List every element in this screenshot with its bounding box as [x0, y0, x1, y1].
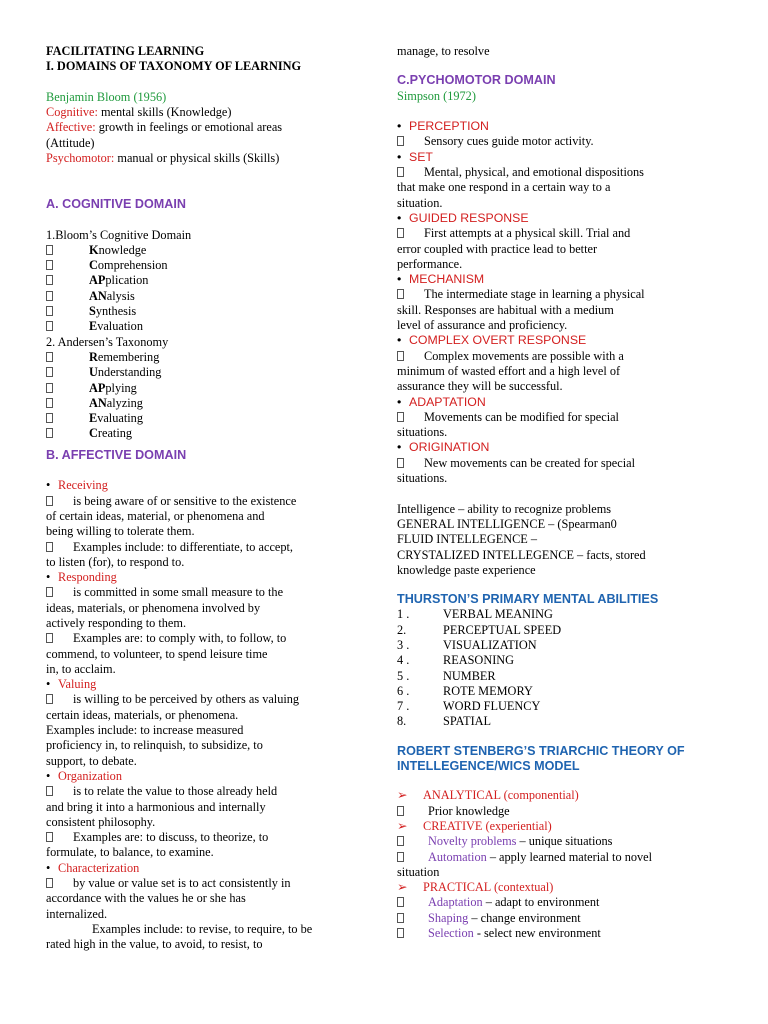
missing-glyph-icon [46, 306, 53, 316]
characterization-heading: • Characterization [46, 860, 140, 875]
ability-item: 2. PERCEPTUAL SPEED [397, 622, 562, 637]
missing-glyph-icon [397, 806, 404, 816]
intelligence-def: Intelligence – ability to recognize problems [397, 501, 612, 516]
ability-item: 3 . VISUALIZATION [397, 637, 537, 652]
andersen-item: ANalyzing [46, 396, 352, 411]
bloom-item: Knowledge [46, 243, 352, 258]
ability-item: 4 . REASONING [397, 653, 515, 668]
responding-heading: • Responding [46, 570, 117, 585]
missing-glyph-icon [397, 836, 404, 846]
andersen-item: Understanding [46, 365, 352, 380]
receiving-heading: • Receiving [46, 478, 108, 493]
missing-glyph-icon [397, 289, 404, 299]
mechanism-heading: • MECHANISM [397, 272, 485, 287]
affective-def: Affective: growth in feelings or emotional areas [46, 120, 283, 135]
ability-item: 1 . VERBAL MEANING [397, 607, 553, 622]
abilities-list [397, 607, 727, 729]
stenberg-heading-cont: INTELLEGENCE/WICS MODEL [397, 759, 580, 774]
continued-text: manage, to resolve [397, 44, 490, 58]
bloom-cognitive-title: 1.Bloom’s Cognitive Domain [46, 227, 192, 242]
missing-glyph-icon [46, 260, 53, 270]
doc-subtitle: I. DOMAINS OF TAXONOMY OF LEARNING [46, 59, 302, 74]
section-affective-heading: B. AFFECTIVE DOMAIN [46, 447, 187, 462]
bloom-item: APplication [46, 273, 352, 288]
ability-item: 5 . NUMBER [397, 668, 496, 683]
missing-glyph-icon [397, 458, 404, 468]
organization-heading: • Organization [46, 768, 122, 783]
simpson-credit: Simpson (1972) [397, 88, 476, 103]
guided-response-heading: • GUIDED RESPONSE [397, 210, 529, 225]
fluid-intelligence: FLUID INTELLEGENCE – [397, 532, 538, 547]
creative-item: ➢ CREATIVE (experiential) [397, 818, 552, 833]
andersen-title: 2. Andersen’s Taxonomy [46, 334, 169, 349]
affective-def-cont: (Attitude) [46, 135, 95, 150]
complex-overt-response-heading: • COMPLEX OVERT RESPONSE [397, 333, 587, 348]
missing-glyph-icon [46, 694, 53, 704]
missing-glyph-icon [46, 832, 53, 842]
andersen-item: Evaluating [46, 411, 352, 426]
bloom-list [46, 243, 352, 335]
set-heading: • SET [397, 149, 433, 164]
left-column: FACILITATING LEARNING I. DOMAINS OF TAXONOMY OF LEARNING Benjamin Bloom (1956) Cognitive: mental skills (Knowledge) Affective: growth in feelings or emotional areas (Attitude) Psychomotor: manual or physical skills (Skills) A. COGNITIVE DOMAIN 1.Bloom’s Cognitive Domain Knowledge Comprehension APplication ANalysis Synthesis Evaluation 2. Andersen’s Taxonomy Remembering Understanding APplying ANalyzing Evaluating Creating B. AFFECTIVE DOMAIN • Receiving is being aware of or sensitive to the existence of certain ideas, material, or phenomena and being willing to tolerate them. Examples include: to differentiate, to accept, to listen (for), to respond to. • Responding is committed in some small measure to the ideas, materials, or phenomena involved by actively responding to them. Examples are: to comply with, to follow, to commend, to volunteer, to spend leisure time in, to acclaim. • Valuing is willing to be perceived by others as valuing certain ideas, materials, or phenomena. Examples include: to increase measured proficiency in, to relinquish, to subsidize, to support, to debate. • Organization is to relate the value to those already held and bring it into a harmonious and internally consistent philosophy. Examples are: to discuss, to theorize, to formulate, to balance, to examine. • Characterization by value or value set is to act consistently in accordance with the values he or she has internalized. Examples include: to revise, to require, to be rated high in the value, to avoid, to resist, to [46, 44, 352, 953]
arrow-bullet-icon: ➢ [397, 880, 408, 895]
doc-title: FACILITATING LEARNING [46, 44, 205, 58]
missing-glyph-icon [397, 928, 404, 938]
missing-glyph-icon [397, 167, 404, 177]
andersen-item: Creating [46, 426, 352, 441]
missing-glyph-icon [46, 321, 53, 331]
bloom-item: Comprehension [46, 258, 352, 273]
missing-glyph-icon [397, 351, 404, 361]
missing-glyph-icon [46, 786, 53, 796]
missing-glyph-icon [46, 878, 53, 888]
missing-glyph-icon [46, 291, 53, 301]
perception-heading: • PERCEPTION [397, 119, 489, 134]
missing-glyph-icon [397, 852, 404, 862]
bloom-item: Evaluation [46, 319, 352, 334]
missing-glyph-icon [397, 136, 404, 146]
bloom-item: ANalysis [46, 289, 352, 304]
missing-glyph-icon [397, 913, 404, 923]
origination-heading: • ORIGINATION [397, 440, 490, 455]
practical-item: ➢ PRACTICAL (contextual) [397, 880, 554, 895]
missing-glyph-icon [46, 413, 53, 423]
general-intelligence: GENERAL INTELLIGENCE – (Spearman0 [397, 516, 617, 531]
missing-glyph-icon [46, 383, 53, 393]
valuing-heading: • Valuing [46, 677, 97, 692]
missing-glyph-icon [46, 633, 53, 643]
right-column: manage, to resolve C.PYCHOMOTOR DOMAIN Simpson (1972) • PERCEPTION Sensory cues guide motor activity. • SET Mental, physical, and emotional dispositions that make one respond in a certain way to a situation. • GUIDED RESPONSE First attempts at a physical skill. Trial and error coupled with practice lead to better performance. • MECHANISM The intermediate stage in learning a physical skill. Responses are habitual with a medium level of assurance and proficiency. • COMPLEX OVERT RESPONSE Complex movements are possible with a minimum of wasted effort and a high level of assurance they will be successful. • ADAPTATION Movements can be modified for special situations. • ORIGINATION New movements can be created for special situations. Intelligence – ability to recognize problems GENERAL INTELLIGENCE – (Spearman0 FLUID INTELLEGENCE – CRYSTALIZED INTELLEGENCE – facts, stored knowledge paste experience THURSTON’S PRIMARY MENTAL ABILITIES 1 . VERBAL MEANING 2. PERCEPTUAL SPEED 3 . VISUALIZATION 4 . REASONING 5 . NUMBER 6 . ROTE MEMORY 7 . WORD FLUENCY 8. SPATIAL ROBERT STENBERG’S TRIARCHIC THEORY OF INTELLEGENCE/WICS MODEL ➢ ANALYTICAL (componential) Prior knowledge ➢ CREATIVE (experiential) Novelty problems – unique situations Automation – apply learned material to novel situation ➢ PRACTICAL (contextual) Adaptation – adapt to environment Shaping – change environment Selection - select new environment [397, 44, 727, 941]
missing-glyph-icon [46, 245, 53, 255]
missing-glyph-icon [46, 542, 53, 552]
thurston-heading: THURSTON’S PRIMARY MENTAL ABILITIES [397, 592, 659, 607]
missing-glyph-icon [397, 412, 404, 422]
ability-item: 6 . ROTE MEMORY [397, 683, 533, 698]
missing-glyph-icon [397, 897, 404, 907]
stenberg-heading: ROBERT STENBERG’S TRIARCHIC THEORY OF [397, 743, 685, 758]
adaptation-heading: • ADAPTATION [397, 394, 486, 409]
andersen-item: APplying [46, 381, 352, 396]
andersen-list [46, 350, 352, 442]
arrow-bullet-icon: ➢ [397, 788, 408, 803]
section-psychomotor-heading: C.PYCHOMOTOR DOMAIN [397, 73, 556, 88]
ability-item: 8. SPATIAL [397, 714, 492, 729]
crystalized-intelligence: CRYSTALIZED INTELLEGENCE – facts, stored [397, 547, 646, 562]
missing-glyph-icon [46, 428, 53, 438]
section-cognitive-heading: A. COGNITIVE DOMAIN [46, 196, 186, 211]
cognitive-def: Cognitive: mental skills (Knowledge) [46, 105, 232, 120]
missing-glyph-icon [46, 398, 53, 408]
missing-glyph-icon [46, 367, 53, 377]
bloom-credit: Benjamin Bloom (1956) [46, 89, 167, 104]
missing-glyph-icon [397, 228, 404, 238]
bloom-item: Synthesis [46, 304, 352, 319]
andersen-item: Remembering [46, 350, 352, 365]
missing-glyph-icon [46, 352, 53, 362]
psychomotor-def: Psychomotor: manual or physical skills (Skills) [46, 151, 280, 166]
analytical-item: ➢ ANALYTICAL (componential) [397, 788, 579, 803]
missing-glyph-icon [46, 587, 53, 597]
missing-glyph-icon [46, 496, 53, 506]
ability-item: 7 . WORD FLUENCY [397, 699, 541, 714]
missing-glyph-icon [46, 275, 53, 285]
arrow-bullet-icon: ➢ [397, 818, 408, 833]
